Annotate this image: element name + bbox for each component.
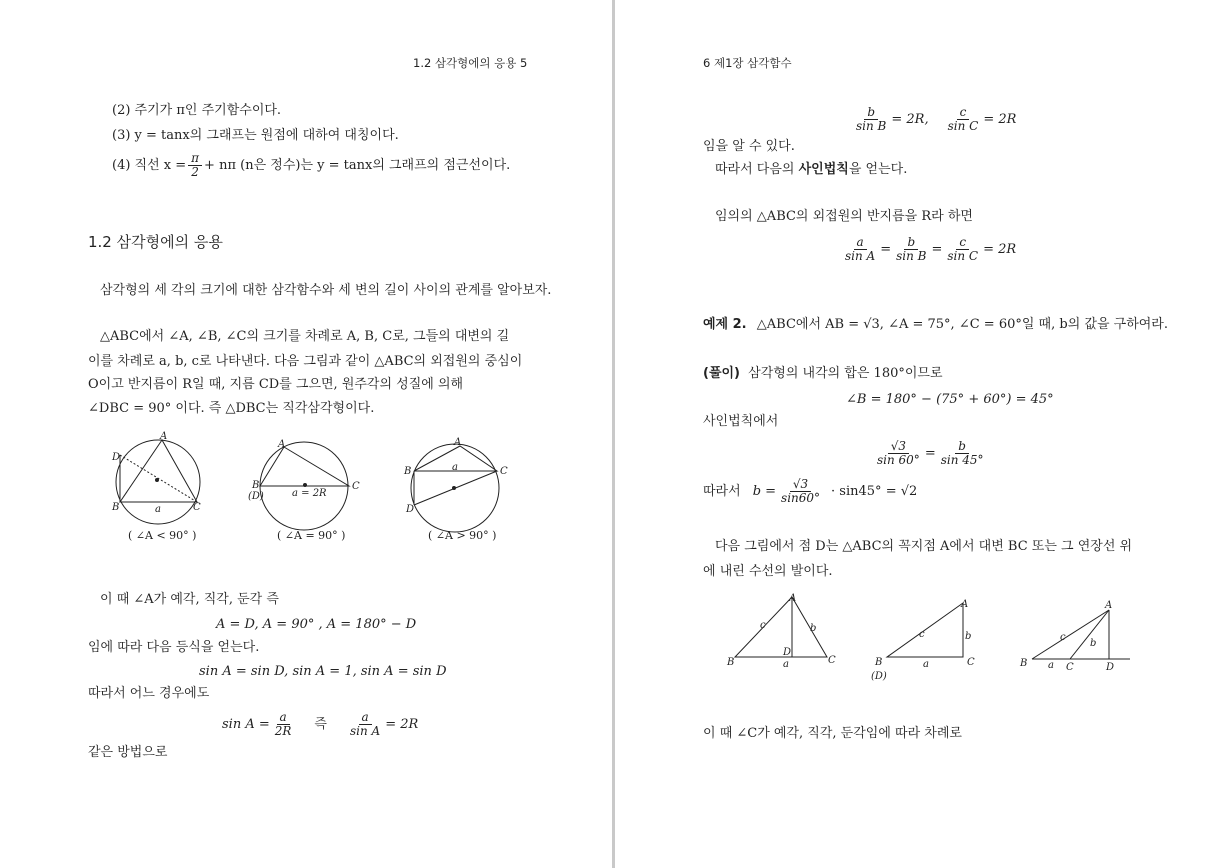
body-line: O이고 반지름이 R일 때, 지름 CD를 그으면, 원주각의 성질에 의해	[88, 377, 464, 392]
sine-law-term: 사인법칙	[798, 162, 849, 177]
fraction-numerator: b	[864, 106, 878, 120]
fraction-denominator: sin60°	[781, 490, 821, 505]
body-line: 이 때 ∠A가 예각, 직각, 둔각 즉	[100, 592, 279, 607]
body-line: 임에 따라 다음 등식을 얻는다.	[88, 640, 260, 655]
equation: ∠B = 180° − (75° + 60°) = 45°	[846, 392, 1054, 407]
fraction-denominator: sin B	[896, 248, 927, 263]
fraction-numerator: a	[359, 711, 372, 725]
fraction-denominator: sin C	[947, 248, 979, 263]
sine-law-equation	[840, 236, 1016, 262]
fraction-numerator: c	[956, 236, 969, 250]
body-line: 임을 알 수 있다.	[703, 139, 795, 154]
list-item: (2) 주기가 π인 주기함수이다.	[112, 103, 282, 118]
label-C: C	[352, 481, 360, 492]
label-A: A	[278, 439, 286, 450]
equation-sine-a	[222, 711, 418, 737]
fraction-numerator: √3	[888, 440, 909, 454]
label-B: B	[112, 502, 120, 513]
label-a: a	[452, 462, 458, 473]
body-line: 이 때 ∠C가 예각, 직각, 둔각임에 따라 차례로	[703, 726, 962, 741]
body-text: 따라서	[703, 483, 741, 499]
fraction	[938, 440, 987, 466]
label-D: D	[112, 452, 121, 463]
label-D: D	[783, 647, 792, 658]
fraction	[188, 152, 202, 178]
fraction-denominator: sin 45°	[940, 452, 984, 467]
equation	[872, 440, 989, 466]
fraction	[945, 106, 982, 132]
page-header: 6 제1장 삼각함수	[703, 56, 792, 70]
label-D: D	[1106, 662, 1115, 673]
fraction	[853, 106, 889, 132]
label-C: C	[967, 657, 975, 668]
fraction-denominator: sin 60°	[877, 452, 920, 467]
fraction-denominator: sin B	[856, 118, 887, 133]
label-D-paren: (D)	[248, 491, 264, 502]
label-a: a	[783, 659, 789, 670]
label-a: a	[1048, 660, 1054, 671]
equation-text: =	[931, 241, 943, 257]
example-text: △ABC에서 AB = √3, ∠A = 75°, ∠C = 60°일 때, b의 값을 구하여라.	[756, 317, 1168, 332]
body-text: 따라서 다음의	[715, 162, 799, 177]
list-item	[112, 152, 510, 178]
fraction-denominator: sin A	[349, 723, 381, 738]
fraction-numerator: √3	[790, 478, 811, 492]
fraction	[944, 236, 981, 262]
solution-label: (풀이)	[703, 366, 740, 381]
label-D: D	[406, 504, 415, 515]
fraction	[778, 478, 823, 504]
fraction-numerator: π	[188, 152, 202, 166]
equation	[703, 478, 917, 504]
body-line: 같은 방법으로	[88, 745, 168, 760]
equation-text: sin A =	[222, 716, 270, 732]
solution-line	[703, 367, 943, 380]
label-a-2R: a = 2R	[292, 488, 327, 499]
label-b: b	[965, 631, 972, 642]
label-c: c	[1060, 632, 1066, 643]
equation-text: = 2R	[983, 111, 1017, 127]
fraction-denominator: sin C	[947, 118, 979, 133]
figure-caption: ( ∠A > 90° )	[428, 529, 497, 542]
label-B: B	[875, 657, 883, 668]
label-A: A	[454, 437, 462, 448]
figure-caption: ( ∠A < 90° )	[128, 529, 197, 542]
body-line: 따라서 어느 경우에도	[88, 686, 210, 701]
equation-text: = 2R	[983, 241, 1017, 257]
fraction-denominator: 2R	[274, 723, 292, 738]
equation-text: =	[880, 241, 892, 257]
label-b: b	[810, 623, 817, 634]
fraction-numerator: b	[904, 236, 918, 250]
triangle-figure-acute	[727, 595, 847, 670]
equation: sin A = sin D, sin A = 1, sin A = sin D	[199, 664, 447, 679]
label-A: A	[160, 431, 168, 442]
circle-figure-right	[248, 430, 378, 540]
equation-text: = 2R,	[891, 111, 929, 127]
triangle-figure-right	[871, 595, 985, 685]
body-line: 에 내린 수선의 발이다.	[703, 564, 833, 579]
label-C: C	[193, 502, 201, 513]
equation-text: = 2R	[385, 716, 419, 732]
label-D-paren: (D)	[871, 671, 887, 682]
label-b: b	[1090, 638, 1097, 649]
circle-figure-obtuse	[400, 430, 530, 540]
label-c: c	[760, 620, 766, 631]
body-line: 임의의 △ABC의 외접원의 반지름을 R라 하면	[715, 209, 973, 224]
solution-text: 삼각형의 내각의 합은 180°이므로	[748, 366, 943, 381]
fraction	[842, 236, 878, 262]
label-C: C	[828, 655, 836, 666]
body-line: 다음 그림에서 점 D는 △ABC의 꼭지점 A에서 대변 BC 또는 그 연장선 위	[715, 539, 1133, 554]
label-c: c	[919, 629, 925, 640]
label-B: B	[252, 480, 260, 491]
fraction-denominator: sin A	[845, 248, 876, 263]
page-header: 1.2 삼각형에의 응용 5	[413, 56, 528, 70]
label-B: B	[404, 466, 412, 477]
equation-text: · sin45° = √2	[831, 483, 918, 499]
label-C: C	[1066, 662, 1074, 673]
body-line: 이를 차례로 a, b, c로 나타낸다. 다음 그림과 같이 △ABC의 외접원의 중심이	[88, 354, 523, 369]
fraction-numerator: a	[277, 711, 290, 725]
right-page	[615, 0, 1227, 868]
fraction	[893, 236, 929, 262]
label-B: B	[1020, 658, 1028, 669]
label-a: a	[155, 504, 161, 515]
fraction-numerator: b	[955, 440, 969, 454]
fraction	[347, 711, 383, 737]
circle-figure-acute	[100, 430, 230, 540]
example-line	[703, 318, 1168, 331]
fraction-numerator: c	[957, 106, 970, 120]
body-line: 사인법칙에서	[703, 414, 779, 429]
label-A: A	[789, 593, 797, 604]
label-B: B	[727, 657, 735, 668]
fraction-numerator: a	[854, 236, 867, 250]
triangle-figure-obtuse	[1020, 600, 1135, 675]
equation: A = D, A = 90° , A = 180° − D	[216, 617, 417, 632]
list-item-text: + nπ (n은 정수)는 y = tanx의 그래프의 점근선이다.	[204, 157, 511, 173]
equation-text: 즉	[314, 716, 327, 732]
body-text: 을 얻는다.	[848, 162, 908, 177]
intro-paragraph: 삼각형의 세 각의 크기에 대한 삼각함수와 세 변의 길이 사이의 관계를 알아보자.	[100, 283, 552, 298]
list-item-text: (4) 직선 x =	[112, 157, 187, 173]
left-page	[0, 0, 612, 868]
label-C: C	[500, 466, 508, 477]
list-item: (3) y = tanx의 그래프는 원점에 대하여 대칭이다.	[112, 128, 399, 143]
fraction	[874, 440, 923, 466]
label-A: A	[1105, 600, 1113, 611]
fraction	[272, 711, 295, 737]
section-title: 1.2 삼각형에의 응용	[88, 233, 223, 251]
body-line: ∠DBC = 90° 이다. 즉 △DBC는 직각삼각형이다.	[88, 401, 375, 416]
body-line	[715, 163, 907, 176]
body-line: △ABC에서 ∠A, ∠B, ∠C의 크기를 차례로 A, B, C로, 그들의 대변의 길	[100, 329, 510, 344]
label-a: a	[923, 659, 929, 670]
equation-text: =	[924, 445, 936, 461]
fraction-denominator: 2	[191, 164, 199, 179]
figure-caption: ( ∠A = 90° )	[277, 529, 346, 542]
equation-text: b =	[752, 483, 777, 499]
equation-bc	[851, 106, 1016, 132]
example-label: 예제 2.	[703, 317, 747, 332]
label-A: A	[961, 599, 969, 610]
